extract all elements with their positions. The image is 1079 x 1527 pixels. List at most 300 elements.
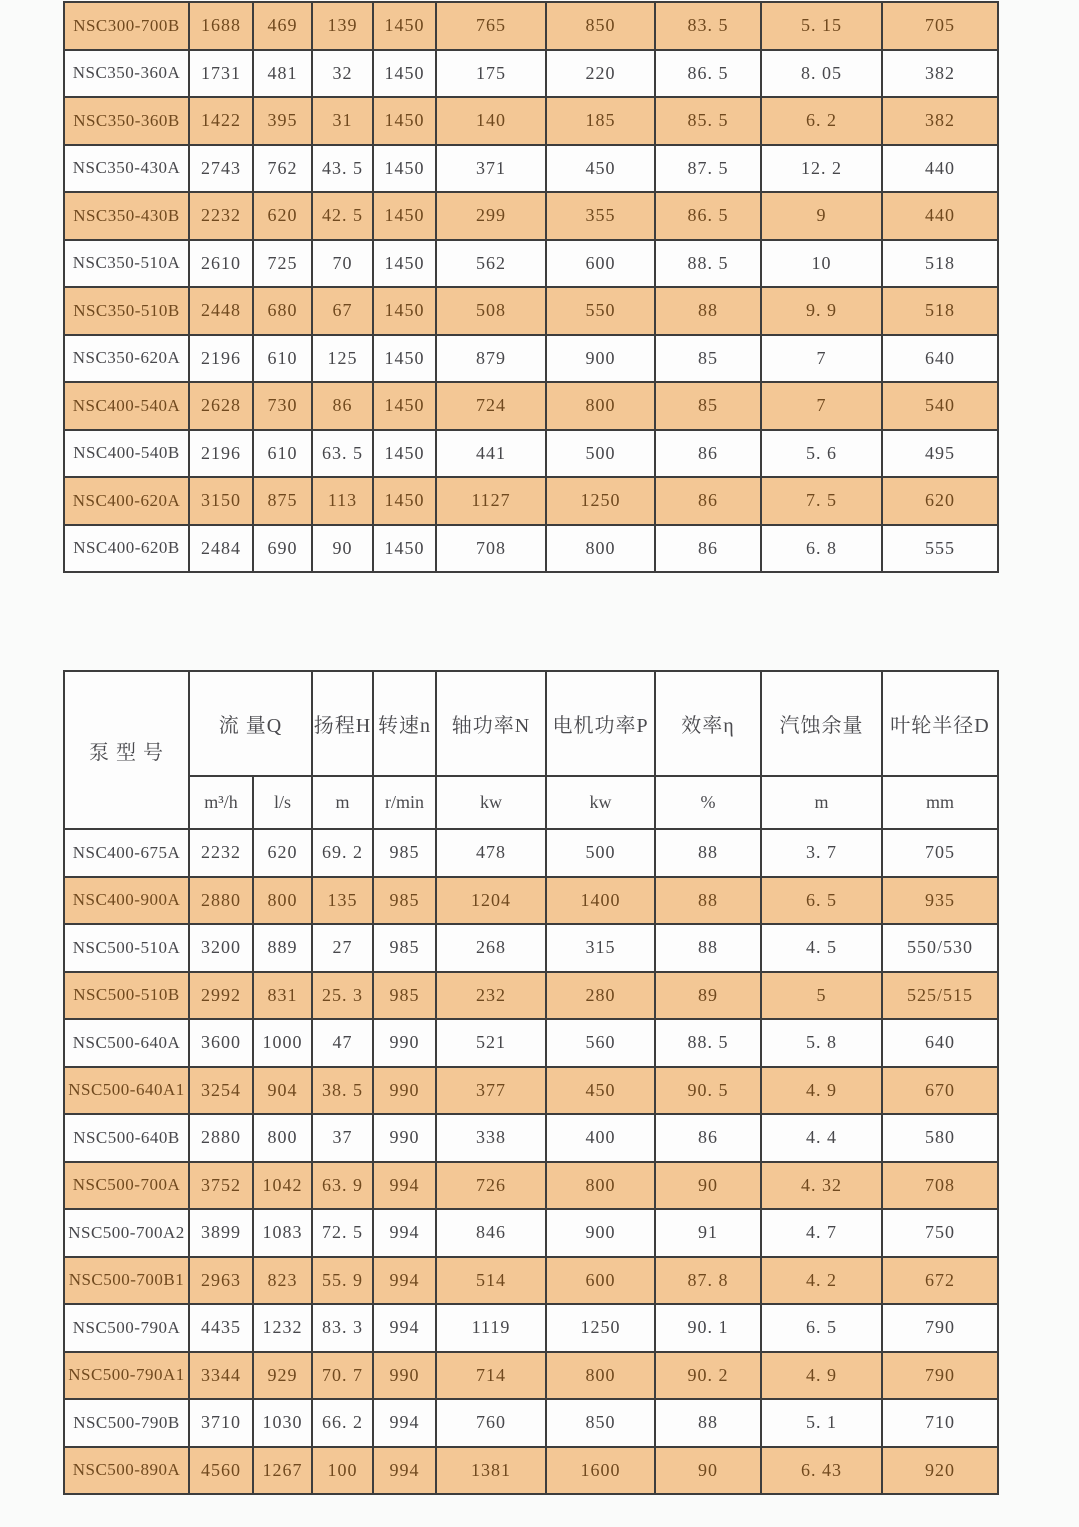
value-cell: 83. 3 <box>312 1304 373 1352</box>
pump-spec-table-upper <box>63 1 999 573</box>
pump-model-cell: NSC400-540A <box>64 382 189 430</box>
value-cell: 985 <box>373 877 436 925</box>
value-cell: 4. 5 <box>761 924 882 972</box>
value-cell: 7 <box>761 335 882 383</box>
value-cell: 620 <box>253 192 312 240</box>
value-cell: 4. 9 <box>761 1352 882 1400</box>
value-cell: 37 <box>312 1114 373 1162</box>
value-cell: 450 <box>546 1067 655 1115</box>
value-cell: 400 <box>546 1114 655 1162</box>
table-row <box>64 1114 998 1162</box>
value-cell: 280 <box>546 972 655 1020</box>
value-cell: 70 <box>312 240 373 288</box>
value-cell: 3600 <box>189 1019 253 1067</box>
pump-model-cell: NSC500-510B <box>64 972 189 1020</box>
unit-impeller-mm: mm <box>882 776 998 829</box>
value-cell: 580 <box>882 1114 998 1162</box>
table-row <box>64 97 998 145</box>
value-cell: 42. 5 <box>312 192 373 240</box>
value-cell: 994 <box>373 1162 436 1210</box>
value-cell: 985 <box>373 829 436 877</box>
value-cell: 5. 15 <box>761 2 882 50</box>
value-cell: 220 <box>546 50 655 98</box>
pump-model-cell: NSC500-790A <box>64 1304 189 1352</box>
value-cell: 710 <box>882 1399 998 1447</box>
table-row <box>64 1352 998 1400</box>
value-cell: 1600 <box>546 1447 655 1495</box>
value-cell: 88 <box>655 877 761 925</box>
table-row <box>64 430 998 478</box>
value-cell: 32 <box>312 50 373 98</box>
value-cell: 85. 5 <box>655 97 761 145</box>
value-cell: 3344 <box>189 1352 253 1400</box>
value-cell: 1450 <box>373 525 436 573</box>
value-cell: 500 <box>546 430 655 478</box>
upper-table-body <box>64 2 998 572</box>
pump-spec-table-lower <box>63 670 999 1495</box>
value-cell: 38. 5 <box>312 1067 373 1115</box>
value-cell: 3200 <box>189 924 253 972</box>
value-cell: 371 <box>436 145 546 193</box>
header-motor-power-p: 电机功率P <box>546 671 655 776</box>
value-cell: 762 <box>253 145 312 193</box>
value-cell: 125 <box>312 335 373 383</box>
pump-model-cell: NSC500-700B1 <box>64 1257 189 1305</box>
value-cell: 2448 <box>189 287 253 335</box>
value-cell: 1232 <box>253 1304 312 1352</box>
value-cell: 670 <box>882 1067 998 1115</box>
value-cell: 7 <box>761 382 882 430</box>
value-cell: 5. 8 <box>761 1019 882 1067</box>
value-cell: 91 <box>655 1209 761 1257</box>
pump-model-cell: NSC400-675A <box>64 829 189 877</box>
value-cell: 86 <box>655 1114 761 1162</box>
value-cell: 1250 <box>546 477 655 525</box>
unit-head-m: m <box>312 776 373 829</box>
value-cell: 1450 <box>373 2 436 50</box>
value-cell: 89 <box>655 972 761 1020</box>
value-cell: 2484 <box>189 525 253 573</box>
value-cell: 750 <box>882 1209 998 1257</box>
value-cell: 175 <box>436 50 546 98</box>
table-row <box>64 1162 998 1210</box>
value-cell: 2196 <box>189 335 253 383</box>
value-cell: 382 <box>882 97 998 145</box>
value-cell: 6. 8 <box>761 525 882 573</box>
unit-shaft-power-kw: kw <box>436 776 546 829</box>
value-cell: 2880 <box>189 1114 253 1162</box>
pump-model-cell: NSC350-430B <box>64 192 189 240</box>
value-cell: 846 <box>436 1209 546 1257</box>
value-cell: 1450 <box>373 335 436 383</box>
value-cell: 994 <box>373 1447 436 1495</box>
value-cell: 900 <box>546 1209 655 1257</box>
value-cell: 562 <box>436 240 546 288</box>
table-row <box>64 2 998 50</box>
value-cell: 1450 <box>373 287 436 335</box>
value-cell: 4. 9 <box>761 1067 882 1115</box>
value-cell: 994 <box>373 1399 436 1447</box>
value-cell: 139 <box>312 2 373 50</box>
table-row <box>64 287 998 335</box>
value-cell: 518 <box>882 240 998 288</box>
value-cell: 5 <box>761 972 882 1020</box>
value-cell: 518 <box>882 287 998 335</box>
value-cell: 140 <box>436 97 546 145</box>
value-cell: 27 <box>312 924 373 972</box>
value-cell: 70. 7 <box>312 1352 373 1400</box>
table-row <box>64 1019 998 1067</box>
header-npsh: 汽蚀余量 <box>761 671 882 776</box>
value-cell: 990 <box>373 1114 436 1162</box>
value-cell: 600 <box>546 240 655 288</box>
value-cell: 88. 5 <box>655 1019 761 1067</box>
value-cell: 823 <box>253 1257 312 1305</box>
value-cell: 478 <box>436 829 546 877</box>
value-cell: 800 <box>253 877 312 925</box>
value-cell: 90. 2 <box>655 1352 761 1400</box>
value-cell: 66. 2 <box>312 1399 373 1447</box>
lower-table-body <box>64 829 998 1494</box>
value-cell: 904 <box>253 1067 312 1115</box>
value-cell: 708 <box>436 525 546 573</box>
pump-model-cell: NSC350-510B <box>64 287 189 335</box>
value-cell: 88 <box>655 829 761 877</box>
value-cell: 1450 <box>373 50 436 98</box>
value-cell: 382 <box>882 50 998 98</box>
value-cell: 672 <box>882 1257 998 1305</box>
value-cell: 90. 5 <box>655 1067 761 1115</box>
value-cell: 1127 <box>436 477 546 525</box>
header-shaft-power-n: 轴功率N <box>436 671 546 776</box>
value-cell: 31 <box>312 97 373 145</box>
value-cell: 875 <box>253 477 312 525</box>
value-cell: 900 <box>546 335 655 383</box>
table-row <box>64 240 998 288</box>
pump-model-cell: NSC500-790A1 <box>64 1352 189 1400</box>
value-cell: 690 <box>253 525 312 573</box>
value-cell: 705 <box>882 829 998 877</box>
table-row <box>64 829 998 877</box>
table-row <box>64 50 998 98</box>
value-cell: 935 <box>882 877 998 925</box>
table-row <box>64 1399 998 1447</box>
value-cell: 850 <box>546 2 655 50</box>
value-cell: 63. 5 <box>312 430 373 478</box>
value-cell: 2963 <box>189 1257 253 1305</box>
value-cell: 185 <box>546 97 655 145</box>
value-cell: 7. 5 <box>761 477 882 525</box>
value-cell: 90 <box>655 1447 761 1495</box>
pump-model-cell: NSC350-430A <box>64 145 189 193</box>
value-cell: 6. 2 <box>761 97 882 145</box>
pump-model-cell: NSC500-640A <box>64 1019 189 1067</box>
table-row <box>64 1304 998 1352</box>
table-row <box>64 1209 998 1257</box>
pump-model-cell: NSC500-790B <box>64 1399 189 1447</box>
value-cell: 525/515 <box>882 972 998 1020</box>
value-cell: 299 <box>436 192 546 240</box>
value-cell: 708 <box>882 1162 998 1210</box>
table-row <box>64 1447 998 1495</box>
pump-model-cell: NSC500-700A2 <box>64 1209 189 1257</box>
pump-model-cell: NSC350-360B <box>64 97 189 145</box>
value-cell: 3150 <box>189 477 253 525</box>
header-impeller-radius-d: 叶轮半径D <box>882 671 998 776</box>
value-cell: 69. 2 <box>312 829 373 877</box>
value-cell: 994 <box>373 1257 436 1305</box>
value-cell: 1083 <box>253 1209 312 1257</box>
value-cell: 610 <box>253 430 312 478</box>
value-cell: 63. 9 <box>312 1162 373 1210</box>
value-cell: 86. 5 <box>655 192 761 240</box>
value-cell: 1381 <box>436 1447 546 1495</box>
value-cell: 1422 <box>189 97 253 145</box>
value-cell: 1731 <box>189 50 253 98</box>
value-cell: 929 <box>253 1352 312 1400</box>
value-cell: 90. 1 <box>655 1304 761 1352</box>
table-row <box>64 1067 998 1115</box>
value-cell: 1119 <box>436 1304 546 1352</box>
value-cell: 4. 4 <box>761 1114 882 1162</box>
value-cell: 760 <box>436 1399 546 1447</box>
value-cell: 86 <box>655 477 761 525</box>
pump-model-cell: NSC500-640B <box>64 1114 189 1162</box>
value-cell: 315 <box>546 924 655 972</box>
value-cell: 4. 2 <box>761 1257 882 1305</box>
value-cell: 5. 6 <box>761 430 882 478</box>
value-cell: 730 <box>253 382 312 430</box>
value-cell: 88 <box>655 287 761 335</box>
value-cell: 440 <box>882 145 998 193</box>
value-cell: 800 <box>546 382 655 430</box>
value-cell: 6. 5 <box>761 877 882 925</box>
value-cell: 1450 <box>373 477 436 525</box>
value-cell: 4. 32 <box>761 1162 882 1210</box>
value-cell: 790 <box>882 1304 998 1352</box>
value-cell: 680 <box>253 287 312 335</box>
value-cell: 985 <box>373 972 436 1020</box>
value-cell: 3752 <box>189 1162 253 1210</box>
value-cell: 135 <box>312 877 373 925</box>
value-cell: 600 <box>546 1257 655 1305</box>
header-speed-n: 转速n <box>373 671 436 776</box>
value-cell: 469 <box>253 2 312 50</box>
value-cell: 990 <box>373 1067 436 1115</box>
value-cell: 1042 <box>253 1162 312 1210</box>
pump-model-cell: NSC400-540B <box>64 430 189 478</box>
value-cell: 1030 <box>253 1399 312 1447</box>
value-cell: 395 <box>253 97 312 145</box>
value-cell: 86 <box>655 430 761 478</box>
value-cell: 2992 <box>189 972 253 1020</box>
header-flow-q: 流 量Q <box>189 671 312 776</box>
value-cell: 43. 5 <box>312 145 373 193</box>
pump-model-cell: NSC350-360A <box>64 50 189 98</box>
value-cell: 790 <box>882 1352 998 1400</box>
value-cell: 705 <box>882 2 998 50</box>
value-cell: 100 <box>312 1447 373 1495</box>
value-cell: 521 <box>436 1019 546 1067</box>
value-cell: 724 <box>436 382 546 430</box>
unit-flow-ls: l/s <box>253 776 312 829</box>
value-cell: 1400 <box>546 877 655 925</box>
table-row <box>64 877 998 925</box>
table-row <box>64 382 998 430</box>
pump-model-cell: NSC400-900A <box>64 877 189 925</box>
value-cell: 800 <box>546 1352 655 1400</box>
value-cell: 1000 <box>253 1019 312 1067</box>
pump-model-cell: NSC500-700A <box>64 1162 189 1210</box>
value-cell: 88 <box>655 1399 761 1447</box>
value-cell: 4560 <box>189 1447 253 1495</box>
table-row <box>64 192 998 240</box>
value-cell: 610 <box>253 335 312 383</box>
value-cell: 1267 <box>253 1447 312 1495</box>
value-cell: 25. 3 <box>312 972 373 1020</box>
value-cell: 72. 5 <box>312 1209 373 1257</box>
header-units-row <box>64 776 998 829</box>
value-cell: 88 <box>655 924 761 972</box>
value-cell: 440 <box>882 192 998 240</box>
value-cell: 88. 5 <box>655 240 761 288</box>
value-cell: 800 <box>253 1114 312 1162</box>
value-cell: 514 <box>436 1257 546 1305</box>
value-cell: 831 <box>253 972 312 1020</box>
value-cell: 994 <box>373 1304 436 1352</box>
value-cell: 550 <box>546 287 655 335</box>
value-cell: 800 <box>546 525 655 573</box>
value-cell: 1450 <box>373 192 436 240</box>
value-cell: 4. 7 <box>761 1209 882 1257</box>
value-cell: 1250 <box>546 1304 655 1352</box>
value-cell: 2196 <box>189 430 253 478</box>
value-cell: 555 <box>882 525 998 573</box>
value-cell: 1450 <box>373 97 436 145</box>
value-cell: 86 <box>312 382 373 430</box>
value-cell: 355 <box>546 192 655 240</box>
value-cell: 2628 <box>189 382 253 430</box>
unit-flow-m3h: m³/h <box>189 776 253 829</box>
value-cell: 3. 7 <box>761 829 882 877</box>
value-cell: 232 <box>436 972 546 1020</box>
value-cell: 8. 05 <box>761 50 882 98</box>
pump-model-cell: NSC500-890A <box>64 1447 189 1495</box>
value-cell: 1688 <box>189 2 253 50</box>
value-cell: 640 <box>882 335 998 383</box>
table-row <box>64 1257 998 1305</box>
value-cell: 990 <box>373 1019 436 1067</box>
pump-model-cell: NSC350-620A <box>64 335 189 383</box>
value-cell: 47 <box>312 1019 373 1067</box>
pump-model-cell: NSC400-620A <box>64 477 189 525</box>
value-cell: 985 <box>373 924 436 972</box>
value-cell: 377 <box>436 1067 546 1115</box>
value-cell: 268 <box>436 924 546 972</box>
value-cell: 3254 <box>189 1067 253 1115</box>
value-cell: 726 <box>436 1162 546 1210</box>
value-cell: 3710 <box>189 1399 253 1447</box>
value-cell: 5. 1 <box>761 1399 882 1447</box>
unit-npsh-m: m <box>761 776 882 829</box>
value-cell: 90 <box>655 1162 761 1210</box>
pump-model-cell: NSC500-640A1 <box>64 1067 189 1115</box>
value-cell: 1204 <box>436 877 546 925</box>
table-row <box>64 972 998 1020</box>
value-cell: 481 <box>253 50 312 98</box>
value-cell: 85 <box>655 382 761 430</box>
header-pump-model: 泵 型 号 <box>64 671 189 829</box>
value-cell: 2880 <box>189 877 253 925</box>
value-cell: 2232 <box>189 192 253 240</box>
value-cell: 1450 <box>373 430 436 478</box>
value-cell: 10 <box>761 240 882 288</box>
value-cell: 67 <box>312 287 373 335</box>
header-group-row <box>64 671 998 776</box>
pump-model-cell: NSC400-620B <box>64 525 189 573</box>
value-cell: 560 <box>546 1019 655 1067</box>
value-cell: 920 <box>882 1447 998 1495</box>
value-cell: 850 <box>546 1399 655 1447</box>
table-row <box>64 145 998 193</box>
value-cell: 765 <box>436 2 546 50</box>
value-cell: 113 <box>312 477 373 525</box>
value-cell: 994 <box>373 1209 436 1257</box>
value-cell: 6. 5 <box>761 1304 882 1352</box>
value-cell: 87. 8 <box>655 1257 761 1305</box>
value-cell: 1450 <box>373 145 436 193</box>
value-cell: 640 <box>882 1019 998 1067</box>
value-cell: 725 <box>253 240 312 288</box>
value-cell: 2610 <box>189 240 253 288</box>
value-cell: 879 <box>436 335 546 383</box>
value-cell: 338 <box>436 1114 546 1162</box>
value-cell: 620 <box>253 829 312 877</box>
table-row <box>64 335 998 383</box>
pump-model-cell: NSC500-510A <box>64 924 189 972</box>
table-row <box>64 525 998 573</box>
value-cell: 4435 <box>189 1304 253 1352</box>
value-cell: 990 <box>373 1352 436 1400</box>
unit-motor-power-kw: kw <box>546 776 655 829</box>
value-cell: 87. 5 <box>655 145 761 193</box>
value-cell: 500 <box>546 829 655 877</box>
table-row <box>64 477 998 525</box>
value-cell: 9 <box>761 192 882 240</box>
value-cell: 714 <box>436 1352 546 1400</box>
header-head-h: 扬程H <box>312 671 373 776</box>
value-cell: 86 <box>655 525 761 573</box>
pump-model-cell: NSC350-510A <box>64 240 189 288</box>
value-cell: 540 <box>882 382 998 430</box>
value-cell: 450 <box>546 145 655 193</box>
pump-model-cell: NSC300-700B <box>64 2 189 50</box>
value-cell: 800 <box>546 1162 655 1210</box>
value-cell: 889 <box>253 924 312 972</box>
value-cell: 620 <box>882 477 998 525</box>
value-cell: 6. 43 <box>761 1447 882 1495</box>
value-cell: 55. 9 <box>312 1257 373 1305</box>
unit-speed-rmin: r/min <box>373 776 436 829</box>
value-cell: 3899 <box>189 1209 253 1257</box>
value-cell: 1450 <box>373 240 436 288</box>
value-cell: 550/530 <box>882 924 998 972</box>
value-cell: 83. 5 <box>655 2 761 50</box>
value-cell: 90 <box>312 525 373 573</box>
value-cell: 441 <box>436 430 546 478</box>
value-cell: 2743 <box>189 145 253 193</box>
value-cell: 508 <box>436 287 546 335</box>
